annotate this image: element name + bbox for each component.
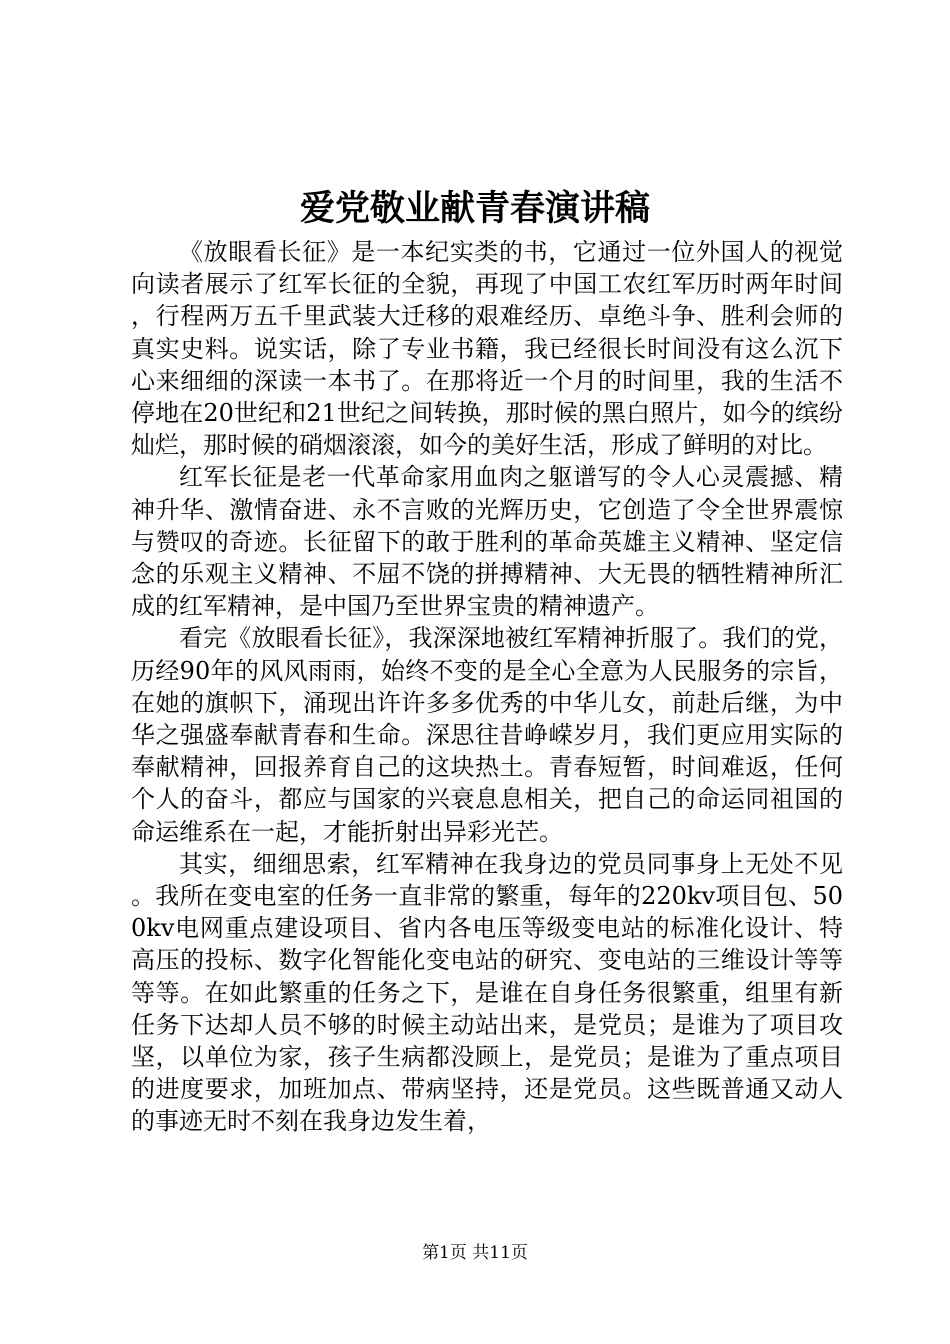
page-footer: 第1页 共11页 xyxy=(422,1243,528,1263)
page-title: 爱党敬业献青春演讲稿 xyxy=(299,188,650,229)
paragraph-3: 看完《放眼看长征》，我深深地被红军精神折服了。我们的党，历经90年的风风雨雨，始终不变的是全心全意为人民服务的宗旨，在她的旗帜下，涌现出许许多多优秀的中华儿女，前赴后继，为中华之强盛奉献青春和生命。深思往昔峥嵘岁月，我们更应用实际的奉献精神，回报养育自己的这块热土。青春短暂，时间难返，任何个人的奋斗，都应与国家的兴衰息息相关，把自己的命运同祖国的命运维系在一起，才能折射出异彩光芒。 xyxy=(131,624,843,846)
paragraph-4: 其实，细细思索，红军精神在我身边的党员同事身上无处不见。我所在变电室的任务一直非常的繁重，每年的220kv项目包、500kv电网重点建设项目、省内各电压等级变电站的标准化设计、特高压的投标、数字化智能化变电站的研究、变电站的三维设计等等等等。在如此繁重的任务之下，是谁在自身任务很繁重，组里有新任务下达却人员不够的时候主动站出来，是党员；是谁为了项目攻坚，以单位为家，孩子生病都没顾上，是党员；是谁为了重点项目的进度要求，加班加点、带病坚持，还是党员。这些既普通又动人的事迹无时不刻在我身边发生着， xyxy=(131,849,843,1136)
paragraph-2: 红军长征是老一代革命家用血肉之躯谱写的令人心灵震撼、精神升华、激情奋进、永不言败的光辉历史，它创造了令全世界震惊与赞叹的奇迹。长征留下的敢于胜利的革命英雄主义精神、坚定信念的乐观主义精神、不屈不饶的拼搏精神、大无畏的牺牲精神所汇成的红军精神，是中国乃至世界宝贵的精神遗产。 xyxy=(131,463,843,621)
paragraph-1: 《放眼看长征》是一本纪实类的书，它通过一位外国人的视觉向读者展示了红军长征的全貌，再现了中国工农红军历时两年时间，行程两万五千里武装大迁移的艰难经历、卓绝斗争、胜利会师的真实史料。说实话，除了专业书籍，我已经很长时间没有这么沉下心来细细的深读一本书了。在那将近一个月的时间里，我的生活不停地在20世纪和21世纪之间转换，那时候的黑白照片，如今的缤纷灿烂，那时候的硝烟滚滚，如今的美好生活，形成了鲜明的对比。 xyxy=(131,238,843,460)
document-body xyxy=(131,236,843,1138)
